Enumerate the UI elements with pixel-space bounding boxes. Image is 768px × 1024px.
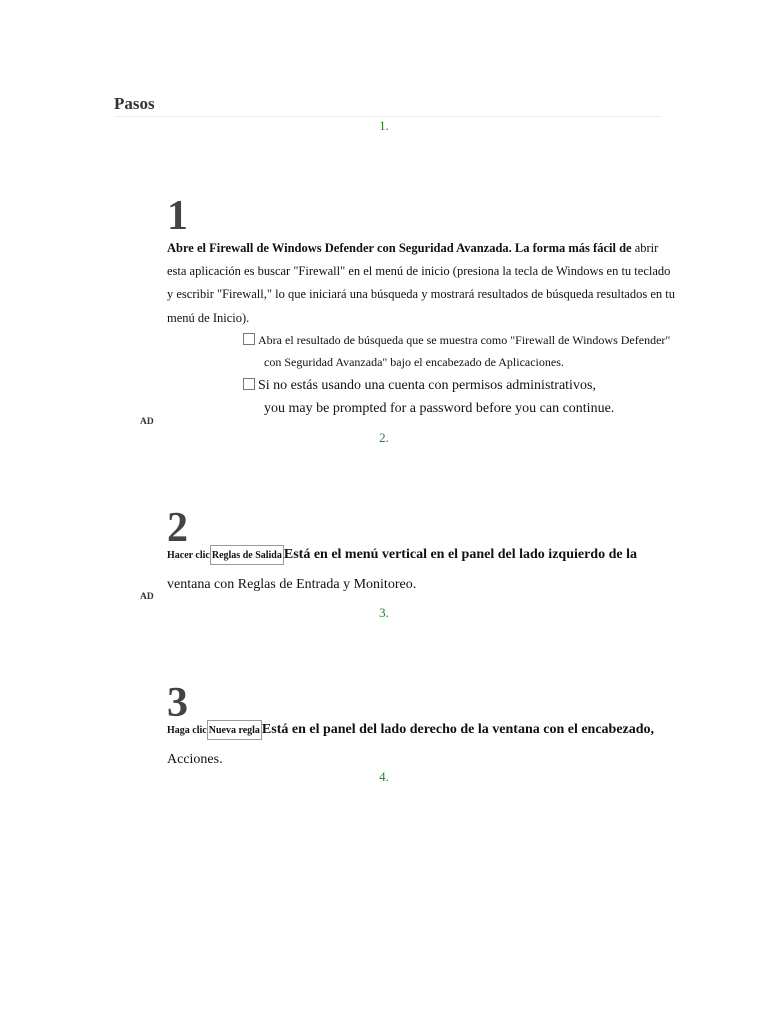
- step-3-bold-text: Está en el panel del lado derecho de la ventana con el encabezado,: [261, 722, 655, 737]
- bullet-icon: [243, 333, 255, 345]
- step-2-number: 2: [167, 505, 188, 551]
- step-1-bullet-1-line1: Abra el resultado de búsqueda que se muestra como "Firewall de Windows Defender": [258, 333, 671, 347]
- step-2-continuation: ventana con Reglas de Entrada y Monitoreo.: [167, 577, 417, 592]
- step-1-bullet-2-line2: you may be prompted for a password before you can continue.: [264, 401, 615, 416]
- step-1-bullet-2: [243, 374, 673, 420]
- bullet-icon: [243, 378, 255, 390]
- step-1-bullet-1: [243, 329, 673, 373]
- step-link-1[interactable]: 1.: [379, 118, 389, 133]
- step-link-2[interactable]: 2.: [379, 430, 389, 445]
- ad-label: AD: [140, 417, 154, 427]
- step-3-description: [167, 720, 654, 740]
- new-rule-button: Nueva regla: [207, 720, 262, 740]
- step-1-bullet-2-line1: Si no estás usando una cuenta con permisos administrativos,: [258, 378, 596, 393]
- step-1-bullet-1-line2: con Seguridad Avanzada" bajo el encabezado de Aplicaciones.: [264, 355, 564, 369]
- step-1-description: [167, 237, 677, 330]
- step-link-4[interactable]: 4.: [379, 769, 389, 784]
- step-3-prefix: Haga clic: [167, 725, 207, 736]
- page-heading: Pasos: [114, 94, 155, 113]
- step-2-description: [167, 545, 637, 565]
- step-1-bold-text: Abre el Firewall de Windows Defender con Seguridad Avanzada. La forma más fácil de: [167, 241, 632, 255]
- step-link-3[interactable]: 3.: [379, 605, 389, 620]
- outbound-rules-button: Reglas de Salida: [210, 545, 284, 565]
- step-3-number: 3: [167, 680, 188, 726]
- step-2-bold-text: Está en el menú vertical en el panel del lado izquierdo de la: [283, 547, 637, 562]
- step-1-number: 1: [167, 193, 188, 239]
- heading-divider: [114, 116, 662, 117]
- ad-label: AD: [140, 592, 154, 602]
- step-2-prefix: Hacer clic: [167, 550, 210, 561]
- step-1-text: abrir esta aplicación es buscar "Firewall" en el menú de inicio (presiona la tecla de Windows en tu teclado y escribir "Firewall," lo que iniciará una búsqueda y mostrará resultados de búsqueda resultados en tu menú de Inicio).: [167, 241, 675, 325]
- step-3-continuation: Acciones.: [167, 752, 223, 767]
